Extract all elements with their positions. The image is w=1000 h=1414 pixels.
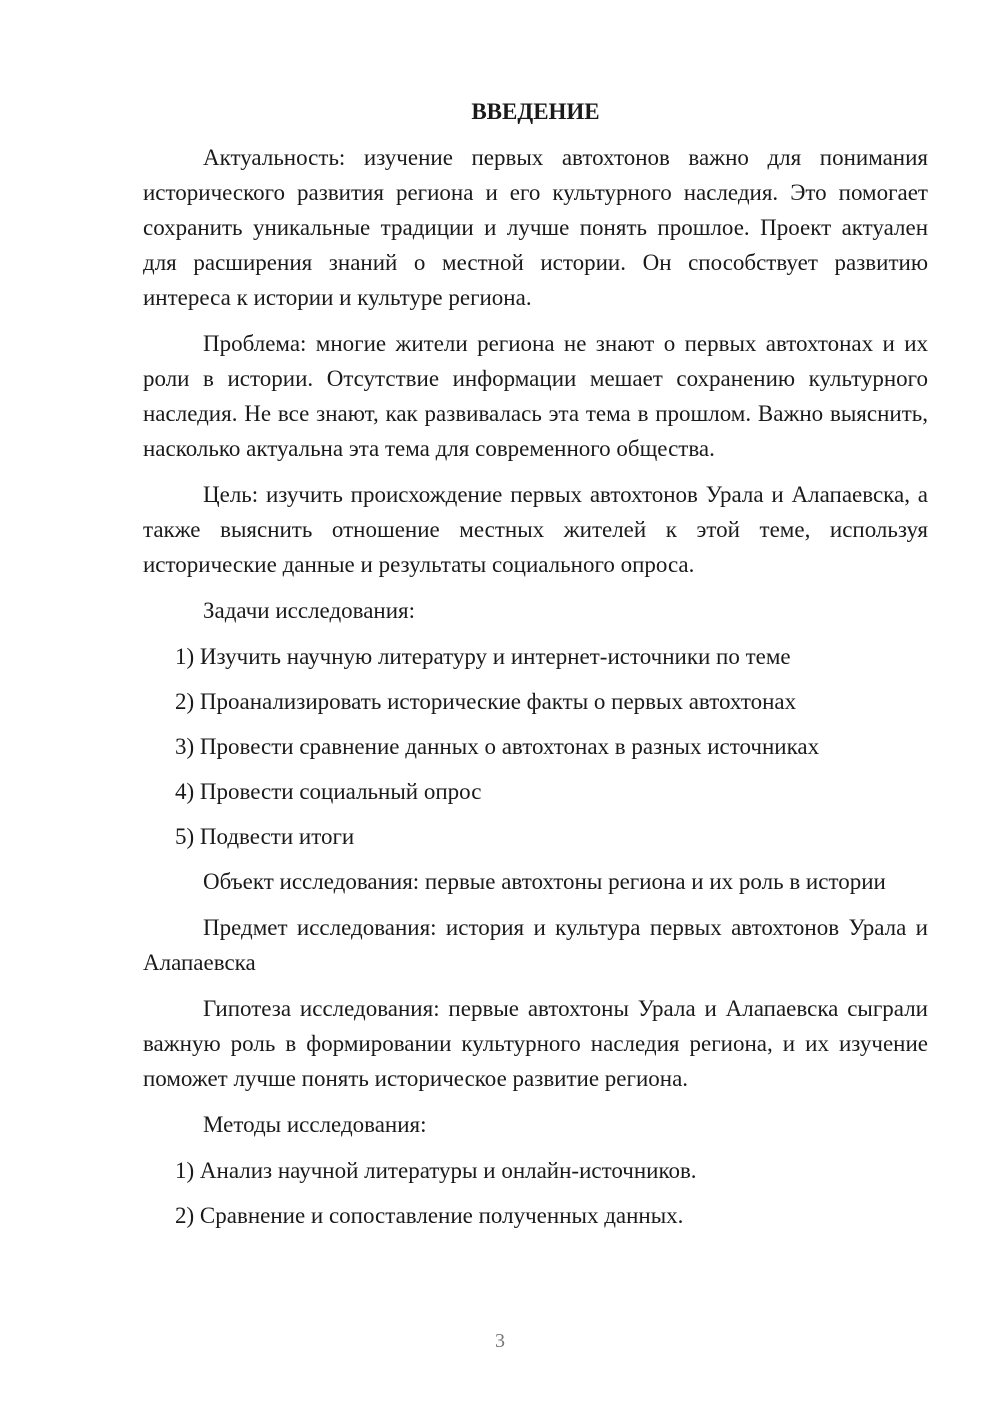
- tasks-label: Задачи исследования:: [203, 598, 416, 623]
- methods-label: Методы исследования:: [203, 1112, 427, 1137]
- page-number: 3: [495, 1330, 505, 1352]
- methods-list: [143, 1153, 928, 1233]
- task-item: 4) Провести социальный опрос: [175, 779, 482, 804]
- task-item: 3) Провести сравнение данных о автохтонах в разных источниках: [175, 734, 820, 759]
- method-item: 1) Анализ научной литературы и онлайн-источников.: [175, 1158, 697, 1183]
- task-item: 2) Проанализировать исторические факты о первых автохтонах: [175, 689, 797, 714]
- tasks-list: [143, 639, 928, 854]
- page-content: [143, 97, 928, 1243]
- task-item: 5) Подвести итоги: [175, 824, 355, 849]
- object-paragraph: Объект исследования: первые автохтоны региона и их роль в истории: [203, 869, 886, 894]
- goal-paragraph: Цель: изучить происхождение первых автохтонов Урала и Алапаевска, а также выяснить отношение местных жителей к этой теме, используя исторические данные и результаты социального опроса.: [143, 482, 928, 577]
- hypothesis-paragraph: Гипотеза исследования: первые автохтоны Урала и Алапаевска сыграли важную роль в формировании культурного наследия региона, и их изучение поможет лучше понять историческое развитие региона.: [143, 996, 928, 1091]
- subject-paragraph: Предмет исследования: история и культура первых автохтонов Урала и Алапаевска: [143, 915, 928, 975]
- problem-paragraph: Проблема: многие жители региона не знают о первых автохтонах и их роли в истории. Отсутствие информации мешает сохранению культурного наследия. Не все знают, как развивалась эта тема в прошлом. Важно выяснить, насколько актуальна эта тема для современного общества.: [143, 331, 928, 461]
- page-heading: ВВЕДЕНИЕ: [471, 99, 600, 124]
- relevance-paragraph: Актуальность: изучение первых автохтонов важно для понимания исторического развития региона и его культурного наследия. Это помогает сохранить уникальные традиции и лучше понять прошлое. Проект актуален для расширения знаний о местной истории. Он способствует развитию интереса к истории и культуре региона.: [143, 145, 928, 310]
- task-item: 1) Изучить научную литературу и интернет-источники по теме: [175, 644, 791, 669]
- method-item: 2) Сравнение и сопоставление полученных данных.: [175, 1203, 684, 1228]
